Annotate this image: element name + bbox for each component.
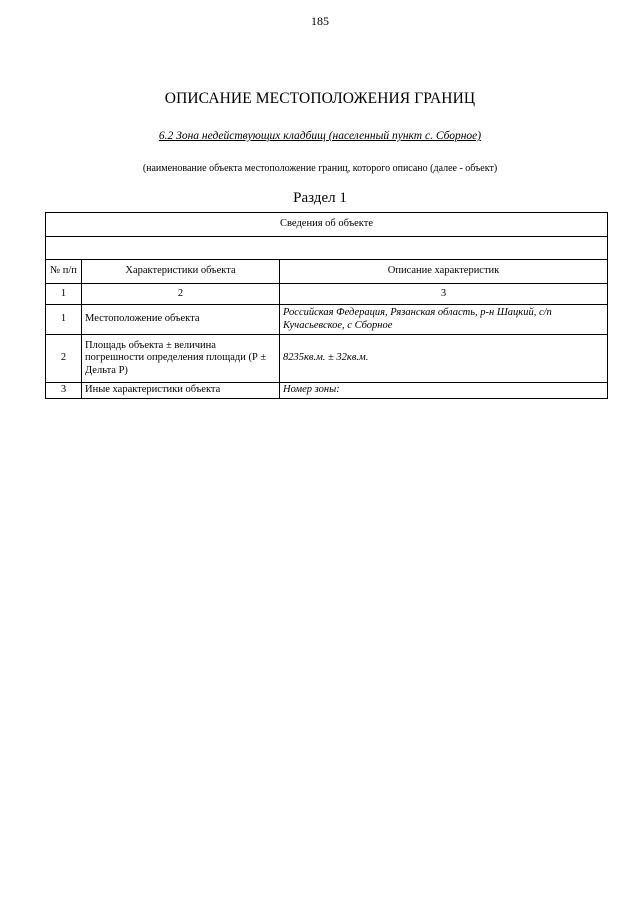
column-header-characteristic: Характеристики объекта — [82, 260, 280, 284]
table-header-row — [46, 213, 608, 237]
row-characteristic: Местоположение объекта — [82, 305, 280, 335]
table-row — [46, 335, 608, 383]
section-title: Раздел 1 — [293, 190, 347, 206]
object-name-caption: (наименование объекта местоположение границ, которого описано (далее - объект) — [142, 163, 498, 174]
row-description: Российская Федерация, Рязанская область, р-н Шацкий, с/п Кучасьевское, с Сборное — [280, 305, 608, 335]
page-number: 185 — [311, 14, 329, 28]
column-number-2: 2 — [82, 284, 280, 305]
table-row — [46, 383, 608, 399]
row-number: 1 — [46, 305, 82, 335]
table-empty-row — [46, 237, 608, 260]
row-number: 3 — [46, 383, 82, 399]
column-number-1: 1 — [46, 284, 82, 305]
document-title: ОПИСАНИЕ МЕСТОПОЛОЖЕНИЯ ГРАНИЦ — [164, 90, 476, 107]
column-number-3: 3 — [280, 284, 608, 305]
object-name-line — [0, 130, 640, 142]
table-header: Сведения об объекте — [46, 213, 608, 237]
row-number: 2 — [46, 335, 82, 383]
object-info-table — [45, 212, 608, 399]
row-characteristic: Иные характеристики объекта — [82, 383, 280, 399]
column-header-row — [46, 260, 608, 284]
empty-cell — [46, 237, 608, 260]
row-description: Номер зоны: — [280, 383, 608, 399]
object-name: 6.2 Зона недействующих кладбищ (населенный пункт с. Сборное) — [158, 130, 482, 142]
column-header-num: № п/п — [46, 260, 82, 284]
row-characteristic: Площадь объекта ± величина погрешности определения площади (Р ± Дельта Р) — [82, 335, 280, 383]
row-description: 8235кв.м. ± 32кв.м. — [280, 335, 608, 383]
table-row — [46, 305, 608, 335]
column-header-description: Описание характеристик — [280, 260, 608, 284]
column-number-row — [46, 284, 608, 305]
